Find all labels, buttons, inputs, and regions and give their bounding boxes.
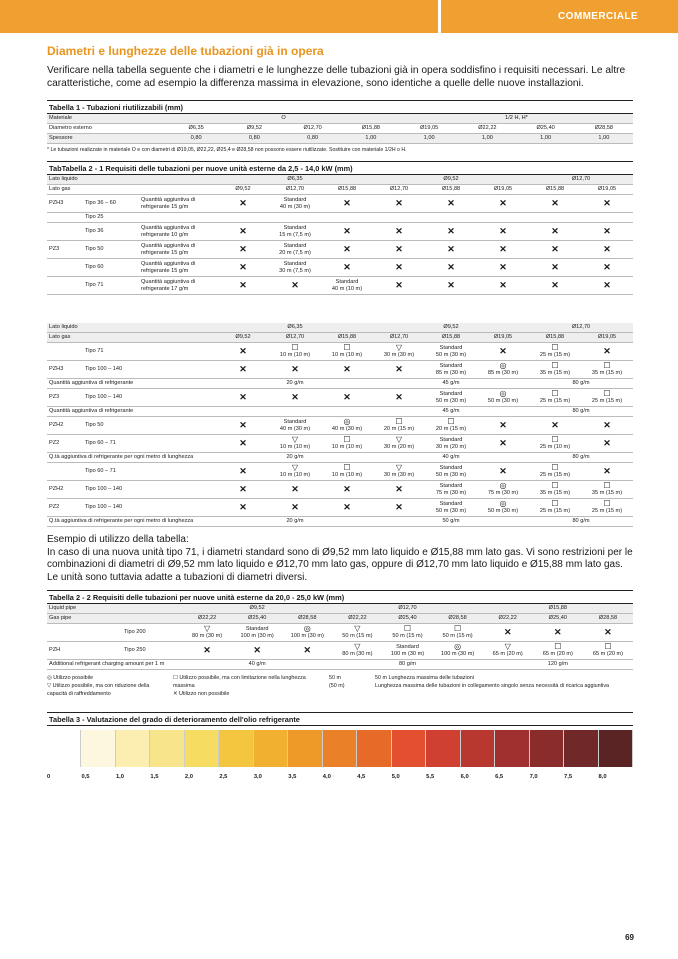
oil-scale-label: 3,0 <box>253 774 262 781</box>
cross-icon: ✕ <box>173 691 178 698</box>
oil-scale-label: 6,5 <box>495 774 504 781</box>
oil-scale-label: 5,0 <box>391 774 400 781</box>
oil-swatch <box>150 730 184 767</box>
table3-title: Tabella 3 - Valutazione del grado di deterioramento dell'olio refrigerante <box>47 712 633 726</box>
table1-title: Tabella 1 - Tubazioni riutilizzabili (mm) <box>47 100 633 114</box>
oil-swatch <box>323 730 357 767</box>
example-block: Esempio di utilizzo della tabella: In caso di una nuova unità tipo 71, i diametri standard sono di Ø9,52 mm lato liquido e Ø15,88 mm lato gas. Vi sono restrizioni per le combinazioni di diametri di Ø9,52 mm lato liquido e Ø12,70 mm lato gas, oppure di Ø12,70 mm lato liquido e Ø15,88 mm lato gas. Le unità sono tuttavia adatte a tubazioni di diametri diversi. <box>47 534 633 583</box>
oil-swatch <box>219 730 253 767</box>
oil-swatch <box>392 730 426 767</box>
oil-swatch <box>288 730 322 767</box>
oil-swatch <box>530 730 564 767</box>
table1: Materiale O 1/2 H, H* Diametro esterno Ø6,35 Ø9,52 Ø12,70 Ø15,88 Ø19,05 Ø22,22 Ø25,40 Ø28,58 Spessore 0,80 0,80 0,80 1,00 1,00 1,00 1,00 1,00 <box>47 114 633 144</box>
oil-scale-label: 8,0 <box>598 774 607 781</box>
oil-scale-label: 2,5 <box>219 774 228 781</box>
oil-swatch <box>599 730 633 767</box>
table22-title: Tabella 2 - 2 Requisiti delle tubazioni per nuove unità esterne da 20,0 - 25,0 kW (mm) <box>47 590 633 604</box>
oil-scale-label: 7,0 <box>529 774 538 781</box>
oil-scale-label: 3,5 <box>288 774 297 781</box>
oil-swatch <box>564 730 598 767</box>
oil-swatch <box>81 730 115 767</box>
oil-scale-label: 1,5 <box>150 774 159 781</box>
header-bar <box>0 0 438 33</box>
oil-swatch <box>47 730 81 767</box>
oil-scale-label: 4,0 <box>322 774 331 781</box>
oil-scale-label: 5,5 <box>426 774 435 781</box>
legend: ◎ Utilizzo possibile ▽ Utilizzo possibile, ma con riduzione della capacità di raffreddamento ☐ Utilizzo possibile, ma con limitazione nella lunghezza massima ✕ Utilizzo non possibile 50 m (50 m) 50 m Lunghezza massima delle tubazioni Lunghezza massima delle tubazioni in collegamento singolo senza necessità di ricarica aggiuntiva <box>47 675 610 698</box>
oil-swatch <box>116 730 150 767</box>
oil-scale-label: 7,5 <box>564 774 573 781</box>
oil-swatch <box>254 730 288 767</box>
oil-scale-label: 0,5 <box>81 774 90 781</box>
table22: Liquid pipe Ø9,52 Ø12,70 Ø15,88 Gas pipe Ø22,22 Ø25,40 Ø28,58 Ø22,22 Ø25,40 Ø28,58 Ø22,22 Ø25,40 Ø28,58 Tipo 200 ▽ 80 m (30 m) Standard 100 m (30 m) ◎ 100 m (30 m) ▽ 50 m (15 m) ☐ 50 m (15 m) ☐ 50 m (15 m) ✕ ✕ ✕ PZH Tipo 250 ✕ ✕ ✕ ▽ 80 m (30 m) Standard 100 m (30 m) ◎ 100 m (30 m) ▽ 65 m (20 m) ☐ 65 m (20 m) ☐ 65 m (20 m) Additional refrigerant charging amount per 1 m 40 g/m 80 g/m 120 g/m <box>47 604 633 670</box>
page-number: 69 <box>625 933 634 942</box>
oil-scale-label: 1,0 <box>115 774 124 781</box>
table21: Lato liquido Ø6,35 Ø9,52 Ø12,70 Lato gas Ø9,52 Ø12,70 Ø15,88 Ø12,70 Ø15,88 Ø19,05 Ø15,88 Ø19,05 PZH3 Tipo 36 – 60 Quantità aggiuntiva di refrigerante 15 g/m ✕ Standard 40 m (30 m) ✕ ✕ ✕ ✕ ✕ ✕ Tipo 25 Tipo 36 Quantità aggiuntiva di refrigerante 10 g/m ✕ Standard 15 m (7,5 m) ✕ ✕ ✕ ✕ ✕ ✕ PZ3 Tipo 50 Quantità aggiuntiva di refrigerante 15 g/m ✕ Standard 20 m (7,5 m) ✕ ✕ ✕ ✕ ✕ ✕ Tipo 60 Quantità aggiuntiva di refrigerante 15 g/m ✕ Standard 30 m (7,5 m) ✕ ✕ ✕ ✕ ✕ ✕ Tipo 71 Quantità aggiuntiva di refrigerante 17 g/m ✕ ✕ Standard 40 m (10 m) ✕ ✕ ✕ ✕ ✕ <box>47 175 633 295</box>
oil-scale-label: 6,0 <box>460 774 469 781</box>
oil-swatch <box>357 730 391 767</box>
oil-swatch <box>461 730 495 767</box>
oil-swatch <box>185 730 219 767</box>
square-icon: ☐ <box>173 675 178 682</box>
table1-note: * Le tubazioni realizzate in materiale O e con diametri di Ø19,05, Ø22,22, Ø25,4 e Ø28,58 non possono essere riutilizzate. Sostituire con materiale 1/2H o H. <box>47 147 407 153</box>
table21-title: TabTabella 2 - 1 Requisiti delle tubazioni per nuove unità esterne da 2,5 - 14,0 kW (mm) <box>47 161 633 175</box>
double-circle-icon: ◎ <box>47 675 52 682</box>
oil-swatch <box>426 730 460 767</box>
oil-scale-label: 0 <box>47 774 51 781</box>
oil-swatch <box>495 730 529 767</box>
page-title: Diametri e lunghezze delle tubazioni già in opera <box>47 44 324 58</box>
oil-scale-label: 2,0 <box>184 774 193 781</box>
triangle-icon: ▽ <box>47 683 52 690</box>
oil-color-scale <box>47 730 633 767</box>
section-label: COMMERCIALE <box>441 0 678 33</box>
oil-scale-labels <box>47 774 633 780</box>
table21b: Lato liquido Ø6,35 Ø9,52 Ø12,70 Lato gas Ø9,52 Ø12,70 Ø15,88 Ø12,70 Ø15,88 Ø19,05 Ø15,88 Ø19,05 Tipo 71 ✕ ☐ 10 m (10 m) ☐ 10 m (10 m) ▽ 30 m (30 m) Standard 50 m (30 m) ✕ ☐ 25 m (15 m) ✕ PZH3 Tipo 100 – 140 ✕ ✕ ✕ ✕ Standard 85 m (30 m) ◎ 85 m (30 m) ☐ 35 m (15 m) ☐ 35 m (15 m) Quantità aggiuntiva di refrigerante 20 g/m 45 g/m 80 g/m PZ3 Tipo 100 – 140 ✕ ✕ ✕ ✕ Standard 50 m (30 m) ◎ 50 m (30 m) ☐ 25 m (15 m) ☐ 25 m (15 m) Quantità aggiuntiva di refrigerante 45 g/m 80 g/m PZH2 Tipo 50 ✕ Standard 40 m (30 m) ◎ 40 m (30 m) ☐ 20 m (15 m) ☐ 20 m (15 m) ✕ ✕ ✕ PZ2 Tipo 60 – 71 ✕ ▽ 10 m (10 m) ☐ 10 m (10 m) ▽ 30 m (20 m) Standard 30 m (20 m) ✕ ☐ 25 m (10 m) ✕ Q.tà aggiuntiva di refrigerante per ogni metro di lunghezza 20 g/m 40 g/m 80 g/m Tipo 60 – 71 ✕ ▽ 10 m (10 m) ☐ 10 m (10 m) ▽ 30 m (30 m) Standard 50 m (30 m) ✕ ☐ 25 m (15 m) ✕ PZH2 Tipo 100 – 140 ✕ ✕ ✕ ✕ Standard 75 m (30 m) ◎ 75 m (30 m) ☐ 35 m (15 m) ☐ 35 m (15 m) PZ2 Tipo 100 – 140 ✕ ✕ ✕ ✕ Standard 50 m (30 m) ◎ 50 m (30 m) ☐ 25 m (15 m) ☐ 25 m (15 m) Q.tà aggiuntiva di refrigerante per ogni metro di lunghezza 20 g/m 50 g/m 80 g/m <box>47 323 633 527</box>
intro-text: Verificare nella tabella seguente che i diametri e le lunghezze delle tubazioni già in opera soddisfino i requisiti necessari. Le altre caratteristiche, come ad esempio la differenza massima in elevazione, sono identiche a quelle delle nuove installazioni. <box>47 65 626 89</box>
oil-scale-label: 4,5 <box>357 774 366 781</box>
